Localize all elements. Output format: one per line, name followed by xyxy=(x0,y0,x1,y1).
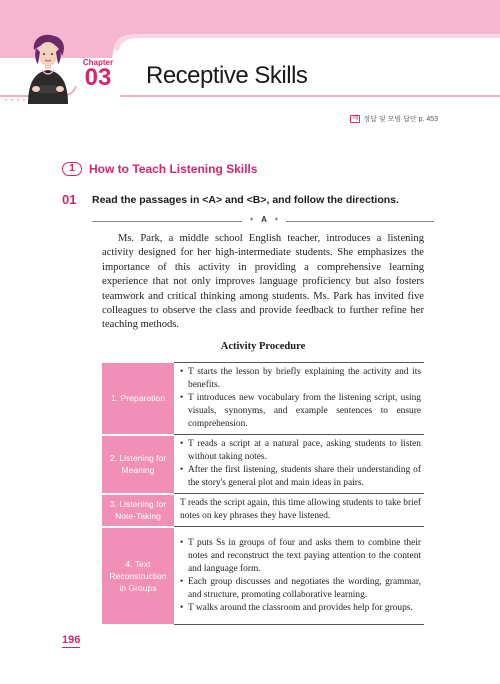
table-row xyxy=(102,527,424,625)
answer-badge-icon: 해 xyxy=(350,115,360,123)
stage-label: 3. Listening for Note-Taking xyxy=(102,494,174,527)
activity-procedure-table xyxy=(102,362,424,626)
stage-label: 4. Text Reconstruction in Groups xyxy=(102,527,174,625)
stage-description xyxy=(174,435,424,494)
passage-a-label: ◆ A ◆ xyxy=(242,215,286,224)
question-number: 01 xyxy=(62,192,77,207)
table-row xyxy=(102,363,424,435)
section-title: How to Teach Listening Skills xyxy=(89,162,258,176)
section-heading xyxy=(62,162,257,176)
page-number: 196 xyxy=(62,634,81,646)
stage-description xyxy=(174,527,424,625)
stage-label: 2. Listening for Meaning xyxy=(102,435,174,494)
answer-reference xyxy=(350,114,438,124)
chapter-title: Receptive Skills xyxy=(146,62,308,89)
passage-a-box xyxy=(92,215,434,621)
table-row xyxy=(102,435,424,494)
stage-description xyxy=(174,363,424,435)
stage-description: T reads the script again, this time allowing students to take brief notes on key phrases they have listened. xyxy=(174,494,424,527)
list-item: • T reads a script at a natural pace, asking students to listen without taking notes. xyxy=(180,438,421,464)
teacher-illustration-icon xyxy=(22,34,74,104)
list-item: • After the first listening, students share their understanding of the story's general plot and main ideas in pairs. xyxy=(180,464,421,490)
chapter-label: Chapter xyxy=(82,58,114,67)
passage-a-text: Ms. Park, a middle school English teacher, introduces a listening activity designed for her high-intermediate students. She emphasizes the importance of this activity in providing a comprehensive learning experience that not only improves language proficiency but also fosters teamwork and critical thinking among students. Ms. Park has invited five colleagues to observe the class and provide feedback to further refine her teaching methods. xyxy=(102,233,424,331)
activity-procedure-title: Activity Procedure xyxy=(220,341,306,352)
section-number: 1 xyxy=(62,162,82,176)
list-item: • T introduces new vocabulary from the listening script, using visuals, synonyms, and example sentences to ensure comprehension. xyxy=(180,392,421,431)
list-item: • T starts the lesson by briefly explaining the activity and its benefits. xyxy=(180,366,421,392)
table-row xyxy=(102,494,424,527)
chapter-number: 03 xyxy=(84,64,112,91)
stage-label: 1. Preparation xyxy=(102,363,174,435)
answer-reference-text: 정답 및 모범 답안 p. 453 xyxy=(363,116,438,123)
list-item: • T puts Ss in groups of four and asks them to combine their notes and reconstruct the text paying attention to the content and language form. xyxy=(180,537,421,576)
question-direction: Read the passages in <A> and <B>, and follow the directions. xyxy=(92,194,399,206)
list-item: • Each group discusses and negotiates the wording, grammar, and structure, promoting collaborative learning. xyxy=(180,576,421,602)
list-item: • T walks around the classroom and provides help for groups. xyxy=(180,602,421,615)
